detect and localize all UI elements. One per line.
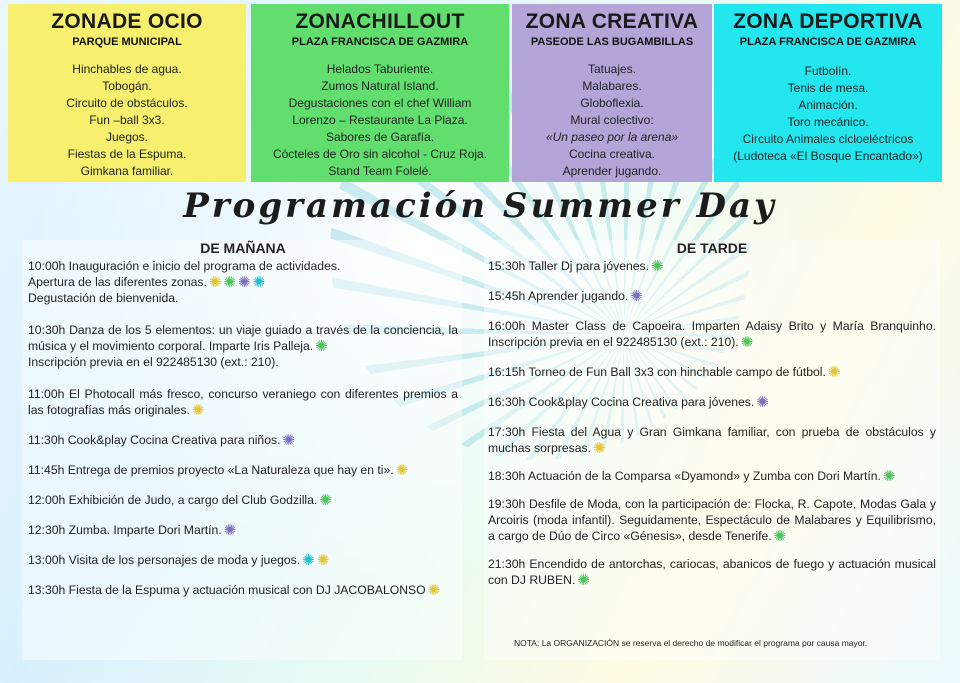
- morning-column: [28, 240, 458, 598]
- zone-item: Stand Team Folelé.: [328, 164, 432, 178]
- zone-item: Juegos.: [105, 130, 149, 144]
- zone-item: Cocina creativa.: [568, 147, 656, 161]
- afternoon-heading: DE TARDE: [676, 240, 748, 256]
- star-icon: ✺: [191, 401, 205, 419]
- footer-note: NOTA: La ORGANIZACIÓN se reserva el derecho de modificar el programa por causa mayor.: [514, 638, 868, 648]
- event-item: [488, 364, 936, 380]
- event-text: 16:30h Cook&play Cocina Creativa para jóvenes.: [488, 395, 755, 409]
- event-item: [28, 432, 458, 448]
- star-icon: ✺: [827, 363, 841, 381]
- zone-items: [714, 63, 942, 165]
- zone-ocio: [8, 4, 246, 182]
- event-item: [488, 258, 936, 274]
- zone-item: «Un paseo por la arena»: [545, 130, 679, 144]
- star-icon: ✺: [773, 527, 787, 545]
- event-text: 16:15h Torneo de Fun Ball 3x3 con hinchable campo de fútbol.: [488, 365, 826, 379]
- event-text: 15:30h Taller Dj para jóvenes.: [488, 259, 650, 273]
- event-item: [28, 462, 458, 478]
- event-text: 17:30h Fiesta del Agua y Gran Gimkana familiar, con prueba de obstáculos y muchas sorpresas.: [488, 425, 936, 455]
- zone-item: Globoflexia.: [580, 96, 644, 110]
- zone-item: Fiestas de la Espuma.: [67, 147, 187, 161]
- zone-location: PLAZA FRANCISCA DE GAZMIRA: [739, 36, 917, 48]
- event-text: 11:45h Entrega de premios proyecto «La Naturaleza que hay en ti».: [28, 463, 394, 477]
- zone-item: Aprender jugando.: [562, 164, 662, 178]
- event-item: [28, 258, 458, 306]
- event-item: [28, 552, 458, 568]
- zone-location: PLAZA FRANCISCA DE GAZMIRA: [291, 36, 469, 48]
- zone-location: PASEODE LAS BUGAMBILLAS: [530, 36, 694, 48]
- zone-item: Circuito Animales cicloeléctricos: [742, 132, 914, 146]
- event-item: [28, 322, 458, 370]
- event-item: [488, 394, 936, 410]
- zone-items: [512, 61, 712, 180]
- zone-chillout: [251, 4, 509, 182]
- zone-item: Tobogán.: [102, 79, 152, 93]
- event-text: Inscripción previa en el 922485130 (ext.: 210).: [28, 355, 279, 369]
- zone-item: Toro mecánico.: [787, 115, 869, 129]
- star-icon: ✺: [252, 273, 266, 291]
- star-icon: ✺: [740, 333, 754, 351]
- event-text: 21:30h Encendido de antorchas, cariocas, abanicos de fuego y actuación musical con DJ RUBEN.: [488, 557, 936, 587]
- star-icon: ✺: [238, 273, 251, 291]
- event-item: [28, 492, 458, 508]
- star-icon: ✺: [316, 551, 330, 569]
- zone-items: [8, 61, 246, 180]
- zones-header: [0, 0, 960, 183]
- page-title: Programación Summer Day: [183, 186, 777, 226]
- zone-item: Mural colectivo:: [570, 113, 654, 127]
- zone-title: ZONA CREATIVA: [525, 10, 699, 33]
- morning-heading: DE MAÑANA: [200, 240, 286, 256]
- zone-item: Fun –ball 3x3.: [89, 113, 165, 127]
- zone-item: Lorenzo – Restaurante La Plaza.: [292, 113, 468, 127]
- event-item: [28, 582, 458, 598]
- zone-item: Tatuajes.: [587, 62, 637, 76]
- zone-creativa: [512, 4, 712, 182]
- zone-item: Tenis de mesa.: [787, 81, 869, 95]
- zone-item: Animación.: [798, 98, 858, 112]
- star-icon: ✺: [302, 551, 315, 569]
- zone-items: [251, 61, 509, 180]
- zone-title: ZONACHILLOUT: [295, 10, 465, 33]
- event-item: [28, 522, 458, 538]
- star-icon: ✺: [577, 571, 590, 589]
- star-icon: ✺: [223, 273, 237, 291]
- event-text: 11:30h Cook&play Cocina Creativa para niños.: [28, 433, 281, 447]
- zone-location: PARQUE MUNICIPAL: [72, 36, 182, 48]
- star-icon: ✺: [208, 273, 222, 291]
- zone-item: Sabores de Garafía.: [325, 130, 435, 144]
- zone-title: ZONADE OCIO: [51, 10, 203, 33]
- event-text: 12:30h Zumba. Imparte Dori Martín.: [28, 523, 222, 537]
- zone-item: Gimkana familiar.: [80, 164, 174, 178]
- event-item: [488, 468, 936, 484]
- zone-deportiva: [714, 4, 942, 182]
- event-text: 13:00h Visita de los personajes de moda y juegos.: [28, 553, 301, 567]
- zone-title: ZONA DEPORTIVA: [733, 10, 923, 33]
- event-item: [488, 288, 936, 304]
- star-icon: ✺: [756, 393, 769, 411]
- event-text: 15:45h Aprender jugando.: [488, 289, 629, 303]
- zone-item: Futbolín.: [804, 64, 852, 78]
- event-text: 12:00h Exhibición de Judo, a cargo del Club Godzilla.: [28, 493, 318, 507]
- event-item: [488, 318, 936, 350]
- event-text: 18:30h Actuación de la Comparsa «Dyamond» y Zumba con Dori Martín.: [488, 469, 881, 483]
- star-icon: ✺: [630, 287, 643, 305]
- event-text: 19:30h Desfile de Moda, con la participación de: Flocka, R. Capote, Modas Gala y Arcoiris (moda infantil). Seguidamente, Espectáculo de Malabares y Equilibrismo, a cargo de Dúo de Circo «Génesis», desde Tenerife.: [488, 497, 936, 543]
- star-icon: ✺: [223, 521, 237, 539]
- event-text: Apertura de las diferentes zonas.: [28, 275, 207, 289]
- star-icon: ✺: [592, 439, 606, 457]
- zone-item: Malabares.: [582, 79, 642, 93]
- event-text: Degustación de bienvenida.: [28, 291, 179, 305]
- event-text: 10:30h Danza de los 5 elementos: un viaje guiado a través de la conciencia, la música y el movimiento corporal. Imparte Iris Palleja.: [28, 323, 458, 353]
- star-icon: ✺: [282, 431, 296, 449]
- event-item: [28, 386, 458, 418]
- afternoon-column: [488, 240, 936, 588]
- zone-item: Degustaciones con el chef William: [288, 96, 472, 110]
- star-icon: ✺: [319, 491, 332, 509]
- event-text: 10:00h Inauguración e inicio del programa de actividades.: [28, 259, 341, 273]
- event-text: 13:30h Fiesta de la Espuma y actuación musical con DJ JACOBALONSO: [28, 583, 426, 597]
- event-item: [488, 424, 936, 456]
- star-icon: ✺: [427, 581, 441, 599]
- star-icon: ✺: [882, 467, 896, 485]
- zone-item: Circuito de obstáculos.: [66, 96, 188, 110]
- event-text: 11:00h El Photocall más fresco, concurso veraniego con diferentes premios a las fotografías más originales.: [28, 387, 458, 417]
- star-icon: ✺: [395, 461, 409, 479]
- zone-item: Cócteles de Oro sin alcohol - Cruz Roja.: [272, 147, 488, 161]
- zone-item: Helados Taburiente.: [326, 62, 434, 76]
- zone-item: Zumos Natural Island.: [321, 79, 439, 93]
- event-item: [488, 556, 936, 588]
- star-icon: ✺: [315, 337, 328, 355]
- star-icon: ✺: [651, 257, 664, 275]
- zone-item: Hinchables de agua.: [72, 62, 182, 76]
- zone-item: (Ludoteca «El Bosque Encantado»): [733, 149, 923, 163]
- event-item: [488, 496, 936, 544]
- event-text: 16:00h Master Class de Capoeira. Imparten Adaisy Brito y María Branquinho. Inscripción previa en el 922485130 (ext.: 210).: [488, 319, 936, 349]
